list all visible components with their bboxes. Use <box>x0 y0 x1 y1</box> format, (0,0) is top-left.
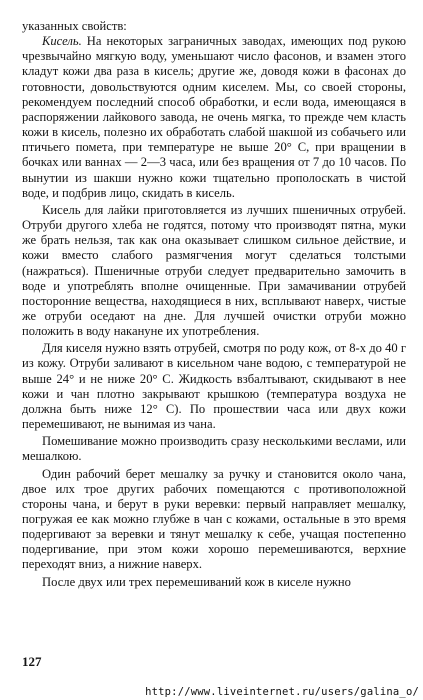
paragraph-text: На некоторых заграничных заводах, имеющих под рукою чрезвычайно мягкую воду, уменьшают число фасонов, и взамен этого кладут кожи два раза в кисель; другие же, доводя кожи в фасонах до готовности, довольствуются одним киселем. Мы, со своей стороны, рекомендуем последний способ обработки, и если вода, имеющаяся в распоряжении лайкового завода, не очень мягка, то прежде чем класть кожи в кисель, полезно их обработать слабой шакшой из собачьего или птичьего помета, при температуре не выше 20° С, при вращении в бочках или ваннах — 2—3 часа, или без вращения от 7 до 10 часов. По вынутии из шакши нужно кожи тщательно прополоскать в чистой воде, и подбрив лицо, скидать в кисель. <box>22 34 406 200</box>
body-text <box>22 19 406 590</box>
paragraph-bran: Кисель для лайки приготовляется из лучших пшеничных отрубей. Отруби другого хлеба не годятся, потому что производят пятна, муки же брать нельзя, так как она оказывает слишком сильное действие, и кожи вместо слабого размягчения могут сделаться толстыми (нажраться). Пшеничные отруби следует предварительно замочить в воде и употреблять вполне очищенные. При замачивании отрубей посторонние вещества, находящиеся в них, всплывают наверх, чистые же отруби оседают на дне. Для лучшей очистки отруби можно положить в воду накануне их употребления. <box>22 202 406 339</box>
paragraph-stirring: Помешивание можно производить сразу несколькими веслами, или мешалкою. <box>22 434 406 464</box>
paragraph-kisel <box>22 34 406 201</box>
paragraph-proportions: Для киселя нужно взять отрубей, смотря по роду кож, от 8-х до 40 г из кожу. Отруби заливают в кисельном чане водою, с температурой не выше 24° и не ниже 20° С. Жидкость взбалтывают, скидывают в нее кожи и чан плотно закрывают крышкою (температура воздуха не должна быть ниже 12° С). По прошествии часа или двух кожи перемешивают, не вынимая из чана. <box>22 341 406 432</box>
paragraph-workers: Один рабочий берет мешалку за ручку и становится около чана, двое илх трое других рабочих помещаются с противоположной стороны чана, и берут в руки веревки: первый направляет мешалку, погружая ее как можно глубже в чан с кожами, остальные в это время подергивают за веревки и тянут мешалку к себе, учащая постепенно подергивание, при этом кожи хорошо перемешиваются, верхние переходят вниз, а нижние наверх. <box>22 466 406 572</box>
opening-line: указанных свойств: <box>22 19 127 33</box>
source-url-watermark: http://www.liveinternet.ru/users/galina_o/ <box>145 686 419 698</box>
page-number: 127 <box>22 654 42 669</box>
term-kisel: Кисель. <box>42 34 82 49</box>
paragraph-after: После двух или трех перемешиваний кож в киселе нужно <box>42 574 351 589</box>
